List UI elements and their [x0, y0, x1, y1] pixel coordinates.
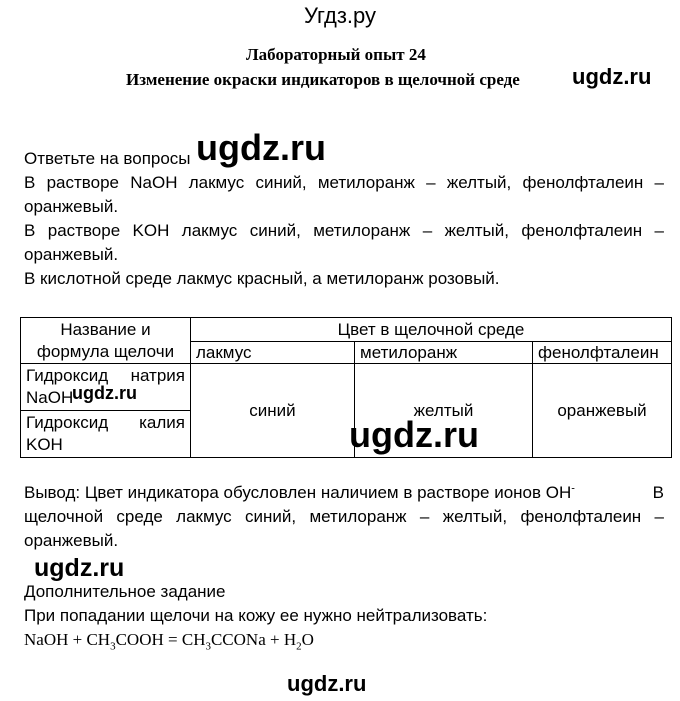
header-phenolphthalein: фенолфталеин — [533, 342, 672, 364]
header-litmus: лакмус — [191, 342, 355, 364]
value-phenolphthalein: оранжевый — [533, 364, 672, 458]
value-methyl-orange: желтый — [355, 364, 533, 458]
watermark-medium: ugdz.ru — [34, 554, 125, 582]
watermark-bottom: ugdz.ru — [287, 671, 367, 696]
conclusion-line-3: оранжевый. — [24, 531, 119, 550]
answers-prompt: Ответьте на вопросы — [24, 149, 191, 168]
answer-line-3: В растворе KOH лакмус синий, метилоранж – желтый, фенолфталеин – — [24, 221, 664, 240]
watermark-large-a: ugdz.ru — [196, 127, 326, 168]
conclusion-line-2: щелочной среде лакмус синий, метилоранж – желтый, фенолфталеин – — [24, 507, 664, 526]
header-alkali-name: Название и формула щелочи — [21, 318, 191, 364]
lab-title: Лабораторный опыт 24 — [246, 45, 426, 64]
watermark-table-small: ugdz.ru — [72, 383, 137, 403]
row-sodium-hydroxide: Гидроксид натрия NaOH — [21, 364, 191, 411]
row-potassium-hydroxide: Гидроксид калия KOH — [21, 411, 191, 458]
answer-line-5: В кислотной среде лакмус красный, а метилоранж розовый. — [24, 269, 500, 288]
answer-line-1: В растворе NaOH лакмус синий, метилоранж – желтый, фенолфталеин – — [24, 173, 664, 192]
watermark-small-top: ugdz.ru — [572, 64, 652, 89]
chemical-equation: NaOH + $CH_3COOH$ = $CH_3CCONa + H_2O$ — [24, 630, 314, 653]
lab-subtitle: Изменение окраски индикаторов в щелочной среде — [126, 70, 520, 89]
conclusion-line-1: Вывод: Цвет индикатора обусловлен наличием в растворе ионов OH- В — [24, 482, 664, 502]
header-methyl-orange: метилоранж — [355, 342, 533, 364]
answer-line-2: оранжевый. — [24, 197, 119, 216]
answer-line-4: оранжевый. — [24, 245, 119, 264]
header-color-alkaline: Цвет в щелочной среде — [191, 318, 672, 342]
extra-task-text: При попадании щелочи на кожу ее нужно нейтрализовать: — [24, 606, 488, 625]
watermark-large-b: ugdz.ru — [349, 414, 479, 455]
extra-task-title: Дополнительное задание — [24, 582, 226, 601]
value-litmus: синий — [191, 364, 355, 458]
site-header[interactable]: Угдз.ру — [303, 3, 377, 28]
